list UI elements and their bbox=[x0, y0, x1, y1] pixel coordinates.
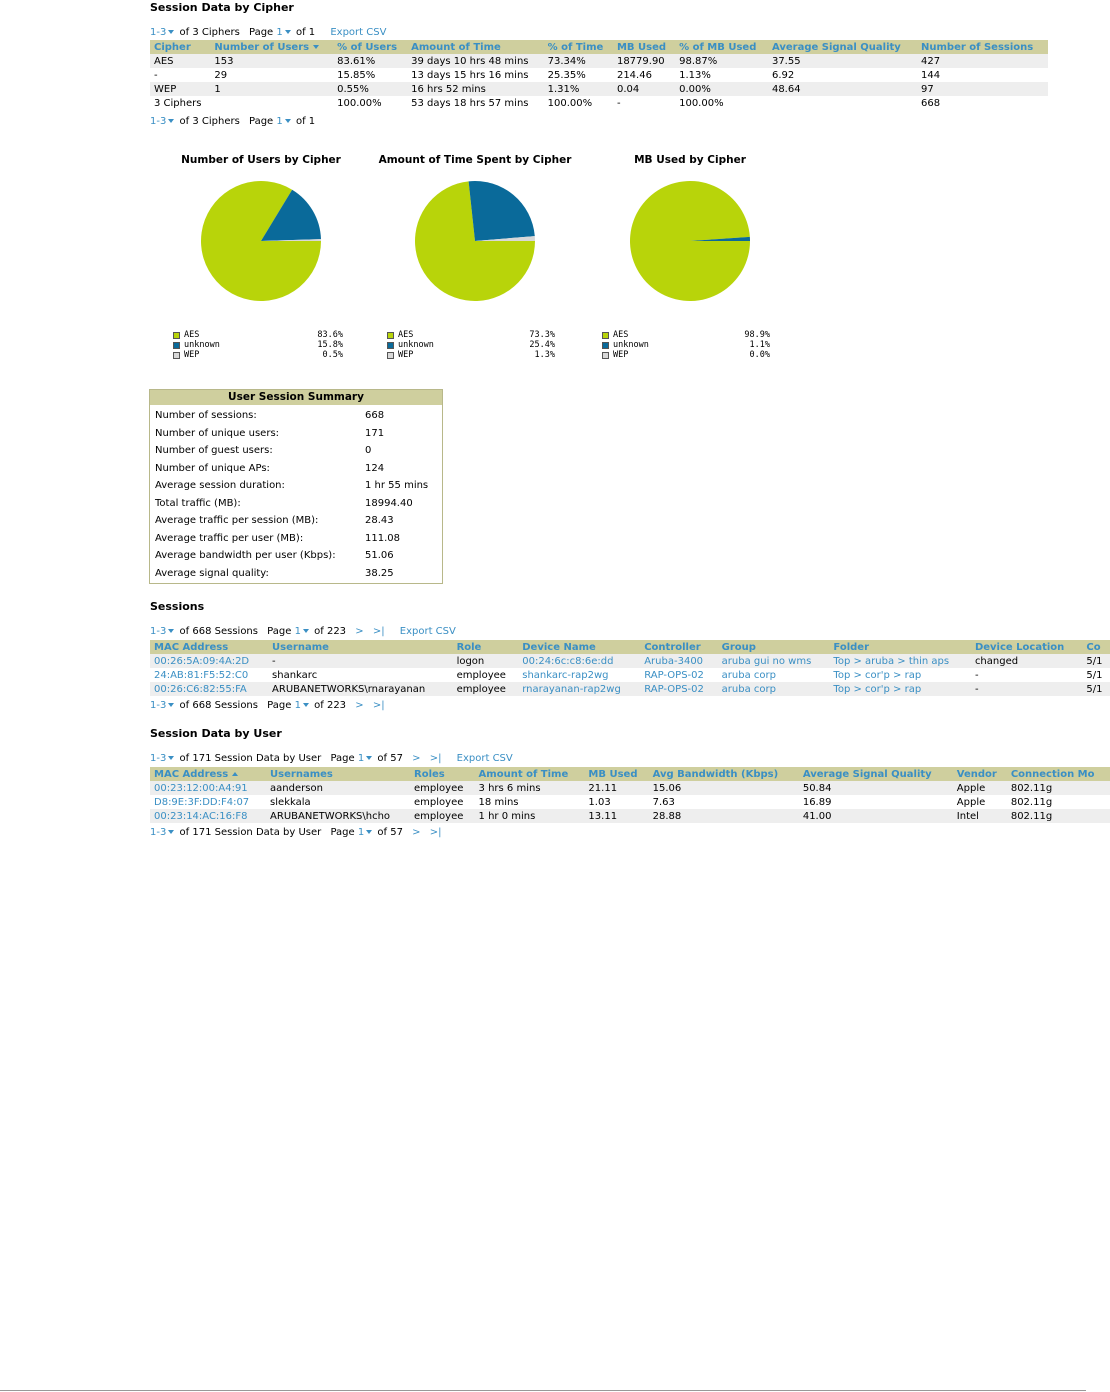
pie-slice-aes bbox=[630, 181, 750, 301]
page-bottom-rule bbox=[0, 1390, 1086, 1391]
legend-label: unknown bbox=[184, 340, 220, 350]
export-csv-link[interactable]: Export CSV bbox=[399, 626, 456, 637]
legend-label: WEP bbox=[613, 350, 629, 360]
legend-value: 1.3% bbox=[534, 350, 555, 360]
summary-label: Number of guest users: bbox=[155, 445, 273, 456]
column-header[interactable]: Device Location bbox=[971, 640, 1082, 654]
summary-row bbox=[150, 565, 442, 583]
table-cell: 21.11 bbox=[584, 781, 648, 795]
sort-asc-icon bbox=[232, 772, 238, 776]
table-cell: employee bbox=[410, 809, 475, 823]
legend-swatch bbox=[602, 342, 609, 349]
chevron-down-icon bbox=[366, 830, 372, 834]
table-cell: 100.00% bbox=[675, 96, 768, 110]
sessions-pager-top: 1-3 of 668 Sessions Page 1 of 223 > >| Export CSV bbox=[150, 626, 456, 637]
page-dropdown[interactable]: 1 bbox=[276, 27, 292, 38]
table-cell: 13 days 15 hrs 16 mins bbox=[411, 69, 529, 81]
table-cell: 50.84 bbox=[799, 781, 953, 795]
column-header[interactable]: Role bbox=[453, 640, 519, 654]
table-cell: 6.92 bbox=[771, 69, 795, 81]
table-cell: Apple bbox=[953, 781, 1007, 795]
table-cell bbox=[210, 96, 333, 110]
table-cell: 100.00% bbox=[333, 96, 407, 110]
summary-row bbox=[150, 530, 442, 548]
cipher-pager-bottom: 1-3 of 3 Ciphers Page 1 of 1 bbox=[150, 116, 316, 127]
legend-value: 25.4% bbox=[529, 340, 555, 350]
column-header[interactable]: Avg Bandwidth (Kbps) bbox=[649, 767, 799, 781]
chevron-down-icon bbox=[168, 703, 174, 707]
sessions-table-wrap bbox=[150, 640, 1103, 696]
chevron-down-icon bbox=[303, 703, 309, 707]
table-cell: 13.11 bbox=[584, 809, 648, 823]
table-cell: 7.63 bbox=[652, 796, 675, 808]
table-link[interactable]: RAP-OPS-02 bbox=[640, 682, 717, 696]
pie-chart-title: MB Used by Cipher bbox=[634, 154, 746, 166]
table-cell: 5/1 bbox=[1082, 682, 1110, 696]
table-cell: 15.06 bbox=[649, 781, 799, 795]
summary-label: Number of unique users: bbox=[155, 427, 280, 439]
table-cell: 1.31% bbox=[544, 82, 613, 96]
legend-swatch bbox=[602, 352, 609, 359]
pie-chart-title: Amount of Time Spent by Cipher bbox=[378, 154, 572, 166]
legend-item bbox=[602, 330, 770, 340]
table-cell: 25.35% bbox=[547, 69, 586, 81]
range-dropdown[interactable]: 1-3 bbox=[150, 116, 176, 127]
summary-label: Average traffic per user (MB): bbox=[155, 532, 304, 544]
table-cell: 3 hrs 6 mins bbox=[475, 781, 585, 795]
table-link[interactable]: D8:9E:3F:DD:F4:07 bbox=[154, 796, 250, 808]
legend-swatch bbox=[602, 332, 609, 339]
pie-chart bbox=[590, 176, 790, 306]
next-page-link[interactable]: > bbox=[412, 753, 421, 764]
legend-label: unknown bbox=[613, 340, 649, 350]
table-cell: 98.87% bbox=[675, 54, 768, 68]
page-dropdown[interactable]: 1 bbox=[358, 753, 374, 764]
legend-swatch bbox=[387, 332, 394, 339]
legend-swatch bbox=[173, 332, 180, 339]
column-header[interactable]: % of Time bbox=[544, 40, 613, 54]
column-header[interactable]: Connection Mo bbox=[1007, 767, 1110, 781]
summary-label: Number of sessions: bbox=[155, 410, 257, 421]
legend-value: 0.0% bbox=[749, 350, 770, 360]
table-cell: 73.34% bbox=[544, 54, 613, 68]
column-header[interactable]: Username bbox=[268, 640, 453, 654]
chevron-down-icon bbox=[285, 119, 291, 123]
table-cell: changed bbox=[971, 654, 1082, 668]
table-link[interactable]: 24:AB:81:F5:52:C0 bbox=[154, 669, 249, 681]
table-row bbox=[150, 654, 1110, 668]
table-cell: 1.13% bbox=[679, 69, 711, 81]
table-cell: - bbox=[613, 96, 675, 110]
range-dropdown[interactable]: 1-3 bbox=[150, 626, 176, 637]
table-cell: shankarc bbox=[272, 669, 318, 681]
summary-label: Average traffic per session (MB): bbox=[155, 515, 319, 526]
summary-label: Total traffic (MB): bbox=[155, 497, 241, 509]
legend-value: 15.8% bbox=[317, 340, 343, 350]
table-cell: 5/1 bbox=[1082, 654, 1110, 668]
chevron-down-icon bbox=[168, 119, 174, 123]
legend-label: AES bbox=[184, 330, 200, 340]
next-page-link[interactable]: > bbox=[355, 700, 364, 711]
table-cell: employee bbox=[410, 781, 475, 795]
summary-row bbox=[150, 460, 442, 478]
column-header[interactable]: Folder bbox=[829, 640, 971, 654]
by-user-pager-top: 1-3 of 171 Session Data by User Page 1 of 57 > >| Export CSV bbox=[150, 753, 513, 764]
table-link[interactable]: 00:23:14:AC:16:F8 bbox=[150, 809, 266, 823]
table-cell: 83.61% bbox=[333, 54, 407, 68]
total-row bbox=[150, 96, 1048, 110]
table-cell: 15.85% bbox=[337, 69, 376, 81]
summary-label: Number of unique APs: bbox=[155, 462, 270, 474]
table-link[interactable]: 00:26:5A:09:4A:2D bbox=[150, 654, 268, 668]
column-header[interactable]: MAC Address bbox=[150, 640, 268, 654]
cipher-section-title: Session Data by Cipher bbox=[150, 1, 294, 14]
table-cell: 3 Ciphers bbox=[150, 96, 210, 110]
table-cell: 1 bbox=[210, 82, 333, 96]
column-header[interactable]: Amount of Time bbox=[475, 767, 585, 781]
table-cell: employee bbox=[453, 682, 519, 696]
legend-swatch bbox=[387, 342, 394, 349]
table-cell: - bbox=[268, 654, 453, 668]
column-header[interactable]: Controller bbox=[640, 640, 717, 654]
table-cell: 16.89 bbox=[802, 796, 832, 808]
page-dropdown[interactable]: 1 bbox=[295, 700, 311, 711]
table-row bbox=[150, 68, 1048, 82]
summary-value: 171 bbox=[365, 427, 385, 439]
column-header[interactable]: MB Used bbox=[584, 767, 648, 781]
user-session-summary bbox=[149, 389, 443, 584]
last-page-link[interactable]: >| bbox=[372, 626, 385, 637]
table-cell: 37.55 bbox=[768, 54, 917, 68]
column-header[interactable]: Number of Users bbox=[210, 40, 333, 54]
summary-value: 124 bbox=[365, 462, 385, 474]
table-cell: ARUBANETWORKS\hcho bbox=[266, 809, 410, 823]
table-cell: Intel bbox=[953, 809, 1007, 823]
summary-row bbox=[150, 547, 442, 565]
table-cell: 144 bbox=[921, 69, 941, 81]
table-cell: - bbox=[974, 669, 979, 681]
legend-value: 98.9% bbox=[744, 330, 770, 340]
table-cell: 28.88 bbox=[649, 809, 799, 823]
table-cell: 802.11g bbox=[1007, 781, 1110, 795]
legend-item bbox=[173, 340, 343, 350]
pie-chart-title: Number of Users by Cipher bbox=[181, 154, 341, 166]
legend-label: WEP bbox=[184, 350, 200, 360]
table-cell: 29 bbox=[214, 69, 228, 81]
sessions-pager-bottom: 1-3 of 668 Sessions Page 1 of 223 > >| bbox=[150, 700, 385, 711]
table-cell: 214.46 bbox=[616, 69, 652, 81]
table-link[interactable]: Top > cor'p > rap bbox=[833, 669, 922, 681]
table-row bbox=[150, 795, 1110, 809]
table-link[interactable]: shankarc-rap2wg bbox=[522, 669, 609, 681]
legend-label: AES bbox=[398, 330, 414, 340]
pie-chart bbox=[375, 176, 575, 306]
table-link[interactable]: rnarayanan-rap2wg bbox=[518, 682, 640, 696]
column-header[interactable]: Group bbox=[718, 640, 830, 654]
legend-item bbox=[602, 340, 770, 350]
summary-label: Average signal quality: bbox=[155, 567, 269, 579]
column-header[interactable]: Amount of Time bbox=[407, 40, 544, 54]
table-link[interactable]: RAP-OPS-02 bbox=[644, 669, 704, 681]
legend-item bbox=[387, 330, 555, 340]
table-cell: 802.11g bbox=[1010, 796, 1053, 808]
cipher-table bbox=[150, 40, 1048, 110]
chevron-down-icon bbox=[168, 30, 174, 34]
table-cell: aanderson bbox=[266, 781, 410, 795]
sort-desc-icon bbox=[313, 45, 319, 49]
table-link[interactable]: 00:23:12:00:A4:91 bbox=[150, 781, 266, 795]
column-header[interactable]: Usernames bbox=[266, 767, 410, 781]
legend-item bbox=[173, 330, 343, 340]
chevron-down-icon bbox=[303, 629, 309, 633]
table-link[interactable]: 00:24:6c:c8:6e:dd bbox=[518, 654, 640, 668]
column-header[interactable]: % of MB Used bbox=[675, 40, 768, 54]
table-cell: slekkala bbox=[270, 796, 311, 808]
table-cell: employee bbox=[456, 669, 506, 681]
summary-value: 38.25 bbox=[365, 567, 394, 579]
table-cell: 53 days 18 hrs 57 mins bbox=[407, 96, 544, 110]
table-link[interactable]: aruba corp bbox=[718, 682, 830, 696]
legend-label: unknown bbox=[398, 340, 434, 350]
legend-swatch bbox=[173, 352, 180, 359]
summary-value: 51.06 bbox=[365, 550, 394, 561]
summary-value: 0 bbox=[365, 445, 372, 456]
table-link[interactable]: 00:26:C6:82:55:FA bbox=[150, 682, 268, 696]
table-link[interactable]: Top > cor'p > rap bbox=[829, 682, 971, 696]
summary-row bbox=[150, 512, 442, 530]
summary-value: 668 bbox=[365, 410, 385, 421]
table-cell: 802.11g bbox=[1007, 809, 1110, 823]
last-page-link[interactable]: >| bbox=[429, 753, 442, 764]
column-header[interactable]: MB Used bbox=[613, 40, 675, 54]
summary-value: 111.08 bbox=[365, 532, 400, 544]
table-cell: 0.04 bbox=[613, 82, 675, 96]
column-header[interactable]: Co bbox=[1082, 640, 1110, 654]
last-page-link[interactable]: >| bbox=[429, 827, 442, 838]
range-dropdown[interactable]: 1-3 bbox=[150, 753, 176, 764]
legend-item bbox=[387, 350, 555, 360]
table-row bbox=[150, 668, 1110, 682]
summary-label: Average bandwidth per user (Kbps): bbox=[155, 550, 336, 561]
table-row bbox=[150, 682, 1110, 696]
table-cell: Apple bbox=[956, 796, 986, 808]
table-row bbox=[150, 54, 1048, 68]
range-dropdown[interactable]: 1-3 bbox=[150, 27, 176, 38]
pie-legend bbox=[602, 330, 770, 360]
column-header[interactable]: Vendor bbox=[953, 767, 1007, 781]
page-dropdown[interactable]: 1 bbox=[358, 827, 374, 838]
next-page-link[interactable]: > bbox=[412, 827, 421, 838]
summary-row bbox=[150, 495, 442, 513]
cipher-pager-top: 1-3 of 3 Ciphers Page 1 of 1 Export CSV bbox=[150, 27, 387, 38]
table-link[interactable]: aruba gui no wms bbox=[718, 654, 830, 668]
pie-chart bbox=[161, 176, 361, 306]
column-header[interactable]: Average Signal Quality bbox=[799, 767, 953, 781]
table-row bbox=[150, 781, 1110, 795]
table-cell: 668 bbox=[917, 96, 1048, 110]
range-dropdown[interactable]: 1-3 bbox=[150, 827, 176, 838]
range-dropdown[interactable]: 1-3 bbox=[150, 700, 176, 711]
legend-swatch bbox=[173, 342, 180, 349]
table-cell: 100.00% bbox=[544, 96, 613, 110]
column-header[interactable]: Cipher bbox=[150, 40, 210, 54]
table-cell: 97 bbox=[917, 82, 1048, 96]
legend-value: 83.6% bbox=[317, 330, 343, 340]
pie-legend bbox=[173, 330, 343, 360]
table-cell: 153 bbox=[210, 54, 333, 68]
last-page-link[interactable]: >| bbox=[372, 700, 385, 711]
chevron-down-icon bbox=[168, 830, 174, 834]
table-cell: 5/1 bbox=[1086, 669, 1103, 681]
table-cell bbox=[768, 96, 917, 110]
summary-row bbox=[150, 477, 442, 495]
summary-value: 18994.40 bbox=[365, 497, 413, 509]
by-user-table bbox=[150, 767, 1110, 823]
chevron-down-icon bbox=[168, 629, 174, 633]
table-link[interactable]: aruba corp bbox=[721, 669, 776, 681]
table-cell: employee bbox=[414, 796, 464, 808]
table-cell: 16 hrs 52 mins bbox=[407, 82, 544, 96]
table-cell: logon bbox=[453, 654, 519, 668]
legend-item bbox=[387, 340, 555, 350]
table-cell: - bbox=[154, 69, 158, 81]
summary-row bbox=[150, 425, 442, 443]
sessions-section-title: Sessions bbox=[150, 600, 205, 613]
column-header[interactable]: Device Name bbox=[518, 640, 640, 654]
table-cell: 39 days 10 hrs 48 mins bbox=[407, 54, 544, 68]
table-cell: 18779.90 bbox=[613, 54, 675, 68]
table-cell: 41.00 bbox=[799, 809, 953, 823]
legend-label: WEP bbox=[398, 350, 414, 360]
chevron-down-icon bbox=[366, 756, 372, 760]
page-dropdown[interactable]: 1 bbox=[276, 116, 292, 127]
legend-value: 0.5% bbox=[322, 350, 343, 360]
table-cell: ARUBANETWORKS\rnarayanan bbox=[268, 682, 453, 696]
legend-value: 73.3% bbox=[529, 330, 555, 340]
summary-row bbox=[150, 407, 442, 425]
summary-title: User Session Summary bbox=[150, 390, 442, 405]
column-header[interactable]: Average Signal Quality bbox=[768, 40, 917, 54]
legend-label: AES bbox=[613, 330, 629, 340]
table-cell: 1.03 bbox=[588, 796, 611, 808]
by-user-pager-bottom: 1-3 of 171 Session Data by User Page 1 of 57 > >| bbox=[150, 827, 442, 838]
legend-value: 1.1% bbox=[749, 340, 770, 350]
pie-legend bbox=[387, 330, 555, 360]
chevron-down-icon bbox=[285, 30, 291, 34]
column-header[interactable]: MAC Address bbox=[150, 767, 266, 781]
page-dropdown[interactable]: 1 bbox=[295, 626, 311, 637]
table-row bbox=[150, 82, 1048, 96]
sessions-table bbox=[150, 640, 1110, 696]
legend-item bbox=[602, 350, 770, 360]
table-cell: 0.55% bbox=[333, 82, 407, 96]
chevron-down-icon bbox=[168, 756, 174, 760]
summary-value: 28.43 bbox=[365, 515, 394, 526]
column-header[interactable]: Roles bbox=[410, 767, 475, 781]
export-csv-link[interactable]: Export CSV bbox=[330, 27, 387, 38]
by-user-table-wrap bbox=[150, 767, 1095, 823]
legend-item bbox=[173, 350, 343, 360]
table-cell: 18 mins bbox=[478, 796, 519, 808]
summary-label: Average session duration: bbox=[155, 480, 285, 491]
table-cell: AES bbox=[150, 54, 210, 68]
table-cell: WEP bbox=[150, 82, 210, 96]
table-cell: 427 bbox=[917, 54, 1048, 68]
table-row bbox=[150, 809, 1110, 823]
next-page-link[interactable]: > bbox=[355, 626, 364, 637]
export-csv-link[interactable]: Export CSV bbox=[456, 753, 513, 764]
by-user-section-title: Session Data by User bbox=[150, 727, 282, 740]
pie-slice-unknown bbox=[469, 181, 535, 241]
summary-value: 1 hr 55 mins bbox=[365, 480, 429, 491]
legend-swatch bbox=[387, 352, 394, 359]
column-header[interactable]: % of Users bbox=[333, 40, 407, 54]
table-cell: - bbox=[971, 682, 1082, 696]
table-link[interactable]: Top > aruba > thin aps bbox=[829, 654, 971, 668]
table-cell: 48.64 bbox=[768, 82, 917, 96]
table-link[interactable]: Aruba-3400 bbox=[640, 654, 717, 668]
table-cell: 1 hr 0 mins bbox=[475, 809, 585, 823]
summary-row bbox=[150, 442, 442, 460]
table-cell: 0.00% bbox=[675, 82, 768, 96]
column-header[interactable]: Number of Sessions bbox=[917, 40, 1048, 54]
